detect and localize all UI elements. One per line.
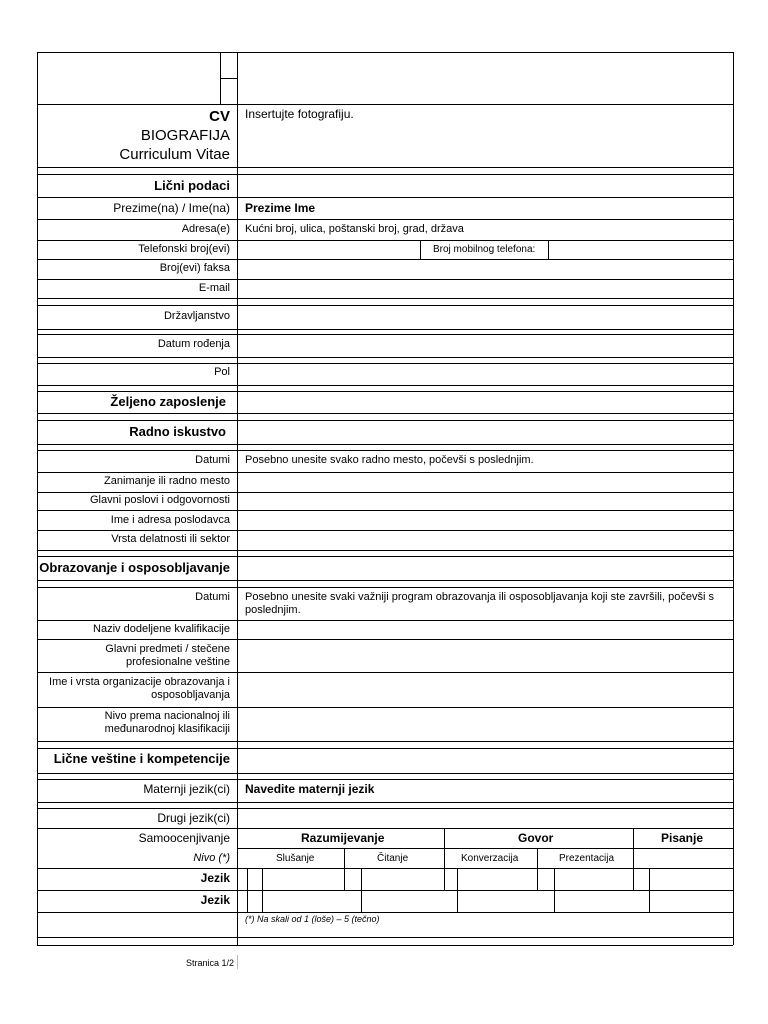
education-section-title: Obrazovanje i osposobljavanje (39, 560, 230, 575)
page-number: Stranica 1/2 (186, 958, 235, 968)
form-left-border (37, 52, 38, 945)
logo-box-split (220, 78, 237, 79)
cv-form (37, 52, 733, 945)
understanding-header: Razumijevanje (301, 831, 385, 845)
language-row-2[interactable]: Jezik (200, 893, 230, 907)
listening-header: Slušanje (276, 853, 315, 864)
cv-title: CV (209, 108, 230, 125)
gender-label: Pol (214, 366, 230, 378)
fax-label: Broj(evi) faksa (159, 262, 230, 274)
speaking-header: Govor (518, 831, 554, 845)
work-dates-label: Datumi (195, 454, 230, 466)
edu-dates-label: Datumi (195, 591, 230, 603)
column-divider (237, 52, 238, 945)
presentation-header: Prezentacija (559, 853, 615, 864)
personal-section-title: Lični podaci (154, 178, 230, 193)
mother-tongue-value[interactable]: Navedite maternji jezik (245, 782, 375, 796)
subjects-label: Glavni predmeti / stečene profesionalne veštine (105, 643, 230, 668)
reading-header: Čitanje (377, 853, 409, 864)
language-row-1[interactable]: Jezik (200, 871, 230, 885)
desired-job-section-title: Željeno zaposlenje (110, 394, 226, 409)
qualification-label: Naziv dodeljene kvalifikacije (93, 623, 230, 635)
mobile-label: Broj mobilnog telefona: (433, 244, 536, 255)
address-value[interactable]: Kućni broj, ulica, poštanski broj, grad, država (245, 223, 464, 235)
level-label: Nivo prema nacionalnoj ili međunarodnoj klasifikaciji (104, 710, 230, 735)
work-dates-value[interactable]: Posebno unesite svako radno mesto, počevši s poslednjim. (245, 454, 534, 466)
biografija-title: BIOGRAFIJA (140, 127, 230, 144)
employer-label: Ime i adresa poslodavca (110, 514, 230, 526)
other-languages-label: Drugi jezik(ci) (157, 811, 230, 825)
writing-header: Pisanje (661, 831, 704, 845)
photo-placeholder[interactable]: Insertujte fotografiju. (245, 107, 354, 121)
mother-tongue-label: Maternji jezik(ci) (143, 782, 230, 796)
duties-label: Glavni poslovi i odgovornosti (89, 494, 230, 506)
name-value[interactable]: Prezime Ime (245, 201, 316, 215)
name-label: Prezime(na) / Ime(na) (113, 201, 230, 215)
birth-label: Datum rođenja (157, 338, 230, 350)
citizenship-label: Državljanstvo (163, 310, 230, 322)
email-label: E-mail (198, 282, 230, 294)
phone-label: Telefonski broj(evi) (138, 243, 230, 255)
address-label: Adresa(e) (181, 223, 230, 235)
sector-label: Vrsta delatnosti ili sektor (111, 533, 230, 545)
scale-note: (*) Na skali od 1 (loše) – 5 (tečno) (245, 914, 380, 924)
skills-section-title: Lične veštine i kompetencije (53, 751, 230, 766)
form-right-border (733, 52, 734, 945)
conversation-header: Konverzacija (461, 853, 519, 864)
footer-divider (237, 955, 238, 969)
work-section-title: Radno iskustvo (129, 424, 226, 439)
organization-label: Ime i vrsta organizacije obrazovanja i osposobljavanja (49, 676, 230, 701)
edu-dates-value[interactable]: Posebno unesite svaki važniji program obrazovanja ili osposobljavanja koji ste završili, počevši s poslednjim. (245, 591, 714, 616)
position-label: Zanimanje ili radno mesto (104, 475, 230, 487)
curriculum-title: Curriculum Vitae (119, 146, 230, 163)
self-assessment-label: Samoocenjivanje (138, 831, 230, 845)
level-scale-label: Nivo (*) (193, 852, 230, 864)
